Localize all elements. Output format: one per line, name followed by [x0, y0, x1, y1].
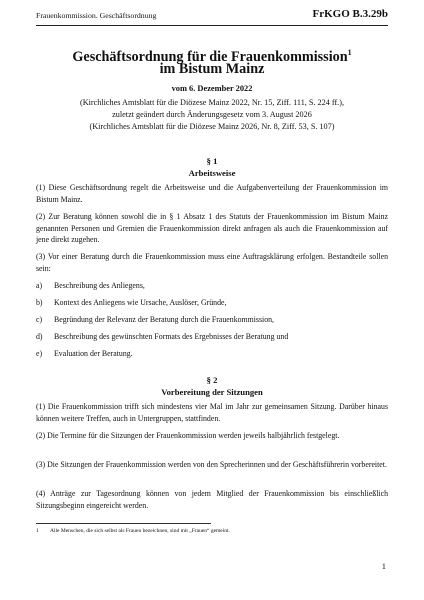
publication-line3: (Kirchliches Amtsblatt für die Diözese Mainz 2026, Nr. 8, Ziff. 53, S. 107) [89, 122, 335, 131]
section-2-paragraph-1: (1) Die Frauenkommission trifft sich mindestens vier Mal im Jahr zur gemeinsamen Sitzung. Darüber hinaus können weitere Treffen, auch in Untergruppen, stattfinden. [36, 402, 388, 423]
footnote-rule [36, 523, 211, 524]
list-item-letter: b) [36, 298, 43, 307]
list-item [36, 348, 388, 360]
list-item [36, 314, 388, 326]
running-header-code: FrKGO B.3.29b [312, 8, 388, 20]
section-title: Arbeitsweise [188, 168, 236, 178]
list-item-letter: a) [36, 281, 43, 290]
section-number: § 1 [206, 156, 218, 166]
section-2-paragraph-3: (3) Die Sitzungen der Frauenkommission werden von den Sprecherinnen und der Geschäftsführerin vorbereitet. [36, 460, 387, 469]
section-1-paragraph-3: (3) Vor einer Beratung durch die Frauenkommission muss eine Auftragsklärung erfolgen. Bestandteile sollen sein: [36, 252, 388, 273]
section-1-paragraph-1: (1) Diese Geschäftsordnung regelt die Arbeitsweise und die Aufgabenverteilung der Frauenkommission im Bistum Mainz. [36, 183, 388, 204]
list-item-text: Evaluation der Beratung. [54, 349, 133, 358]
header-rule [36, 25, 388, 26]
section-number: § 2 [206, 375, 218, 385]
document-date: vom 6. Dezember 2022 [171, 84, 253, 93]
section-2-paragraph-2: (2) Die Termine für die Sitzungen der Frauenkommission werden jeweils halbjährlich festgelegt. [36, 431, 340, 440]
running-header-title: Frauenkommission. Geschäftsordnung [36, 11, 157, 20]
section-2-title [36, 386, 388, 398]
section-1-number [36, 155, 388, 167]
list-item [36, 331, 388, 343]
list-item-letter: e) [36, 349, 43, 358]
page-number: 1 [381, 561, 386, 571]
section-2-paragraph-4: (4) Anträge zur Tagesordnung können von jedem Mitglied der Frauenkommission bis einschließlich Sitzungsbeginn eingereicht werden. [36, 489, 388, 510]
section-1-paragraph-2: (2) Zur Beratung können sowohl die in § 1 Absatz 1 des Statuts der Frauenkommission im Bistum Mainz genannten Personen und Gremien die Frauenkommission direkt anfragen als auch die Frauenkommission auf jene direkt zugehen. [36, 212, 388, 244]
section-1-title [36, 167, 388, 179]
publication-line2: zuletzt geändert durch Änderungsgesetz vom 3. August 2026 [112, 110, 312, 119]
list-item [36, 297, 388, 309]
list-item [36, 280, 388, 292]
section-title: Vorbereitung der Sitzungen [161, 387, 263, 397]
publication-line1: (Kirchliches Amtsblatt für die Diözese Mainz 2022, Nr. 15, Ziff. 111, S. 224 ff.), [80, 98, 344, 107]
list-item-text: Kontext des Anliegens wie Ursache, Auslöser, Gründe, [54, 298, 227, 307]
footnote-text: Alle Menschen, die sich selbst als Frauen bezeichnen, sind mit „Frauen“ gemeint. [50, 528, 230, 534]
list-item-text: Beschreibung des Anliegens, [54, 281, 145, 290]
list-item-letter: c) [36, 315, 43, 324]
document-title-line2: im Bistum Mainz [159, 61, 265, 77]
section-2-number [36, 374, 388, 386]
list-item-text: Beschreibung des gewünschten Formats des Ergebnisses der Beratung und [54, 332, 289, 341]
footnote [36, 528, 230, 534]
footnote-mark: 1 [36, 528, 39, 534]
list-item-text: Begründung der Relevanz der Beratung durch die Frauenkommission, [54, 315, 275, 324]
title-footnote-mark: 1 [347, 48, 352, 57]
document-title-line1: Geschäftsordnung für die Frauenkommission [72, 49, 348, 65]
list-item-letter: d) [36, 332, 43, 341]
